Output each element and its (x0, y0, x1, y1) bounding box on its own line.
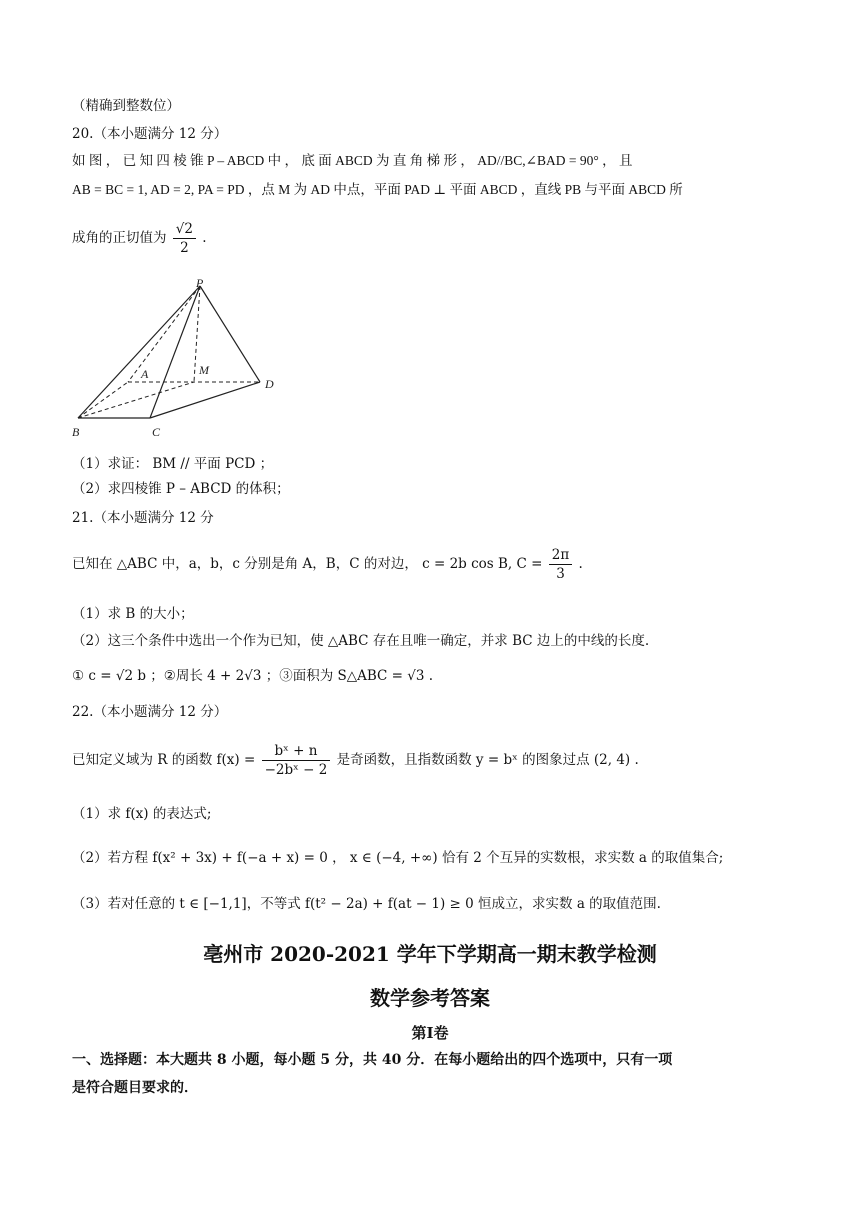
q21-part1: （1）求 B 的大小； (72, 606, 194, 622)
section-heading-line1: 一、选择题：本大题共 8 小题，每小题 5 分，共 40 分．在每小题给出的四个选项中，只有一项 (72, 1052, 673, 1068)
edge-PA (128, 286, 200, 382)
label-P: P (196, 278, 204, 290)
fraction-numerator: 2π (549, 546, 572, 565)
q21-line1-prefix: 已知在 △ABC 中，a，b，c 分别是角 A，B，C 的对边， c = 2b cos B, C = (72, 556, 543, 572)
q20-text-line2: AB = BC = 1, AD = 2, PA = PD ，点 M 为 AD 中点，平面 PAD ⊥ 平面 ABCD ，直线 PB 与平面 ABCD 所 (72, 182, 683, 197)
q22-part1: （1）求 f(x) 的表达式; (72, 806, 212, 822)
q22-function-fraction (262, 742, 331, 779)
fraction-numerator: √2 (173, 220, 196, 239)
answer-subtitle: 数学参考答案 (370, 986, 490, 1010)
q21-line1-suffix: . (578, 556, 583, 572)
q22-heading: 22.（本小题满分 12 分） (72, 704, 228, 720)
fraction-numerator: bˣ + n (262, 742, 331, 761)
q21-heading: 21.（本小题满分 12 分 (72, 510, 214, 526)
q21-angle-fraction (549, 546, 572, 583)
answer-title: 亳州市 2020-2021 学年下学期高一期末教学检测 (203, 942, 657, 966)
q20-line3-suffix: . (202, 230, 207, 246)
label-D: D (265, 377, 274, 391)
q20-text-line1: 如 图 ， 已 知 四 棱 锥 P – ABCD 中 ， 底 面 ABCD 为 直 角 梯 形 ， AD//BC,∠BAD = 90° ， 且 (72, 153, 633, 168)
fraction-denominator: −2bˣ − 2 (264, 762, 328, 778)
q20-part1: （1）求证： BM // 平面 PCD ； (72, 456, 274, 472)
q22-part3: （3）若对任意的 t ∈ [−1,1]，不等式 f(t² − 2a) + f(at − 1) ≥ 0 恒成立，求实数 a 的取值范围. (72, 896, 661, 912)
label-C: C (152, 425, 161, 439)
q20-line3-prefix: 成角的正切值为 (72, 230, 167, 246)
pyramid-figure (66, 278, 286, 448)
q21-text-line1 (72, 546, 583, 583)
label-B: B (72, 425, 80, 439)
edge-PB (78, 286, 200, 418)
edge-CD (150, 382, 260, 418)
q22-line1-suffix: 是奇函数，且指数函数 y = bˣ 的图象过点 (2, 4) . (336, 752, 639, 768)
section-heading-line2: 是符合题目要求的． (72, 1080, 198, 1096)
q21-part2: （2）这三个条件中选出一个作为已知，使 △ABC 存在且唯一确定，并求 BC 边上的中线的长度. (72, 633, 650, 649)
q20-heading: 20.（本小题满分 12 分） (72, 126, 228, 142)
volume-heading: 第Ⅰ卷 (411, 1024, 449, 1042)
q22-line1-prefix: 已知定义域为 R 的函数 f(x) = (72, 752, 256, 768)
edge-PD (200, 286, 260, 382)
q20-text-line3 (72, 220, 207, 257)
q20-tan-fraction (173, 220, 196, 257)
q22-part2: （2）若方程 f(x² + 3x) + f(−a + x) = 0 ， x ∈ (−4, +∞) 恰有 2 个互异的实数根，求实数 a 的取值集合; (72, 850, 724, 866)
edge-BA (78, 382, 128, 418)
fraction-denominator: 2 (180, 240, 189, 256)
label-A: A (141, 367, 149, 381)
q21-options: ① c = √2 b ；②周长 4 + 2√3 ；③面积为 S△ABC = √3 . (72, 668, 434, 684)
label-M: M (199, 363, 209, 377)
precision-note: （精确到整数位） (72, 98, 180, 114)
q20-part2: （2）求四棱锥 P – ABCD 的体积； (72, 481, 290, 497)
fraction-denominator: 3 (556, 566, 565, 582)
edge-PC (150, 286, 200, 418)
q22-text-line1 (72, 742, 639, 779)
